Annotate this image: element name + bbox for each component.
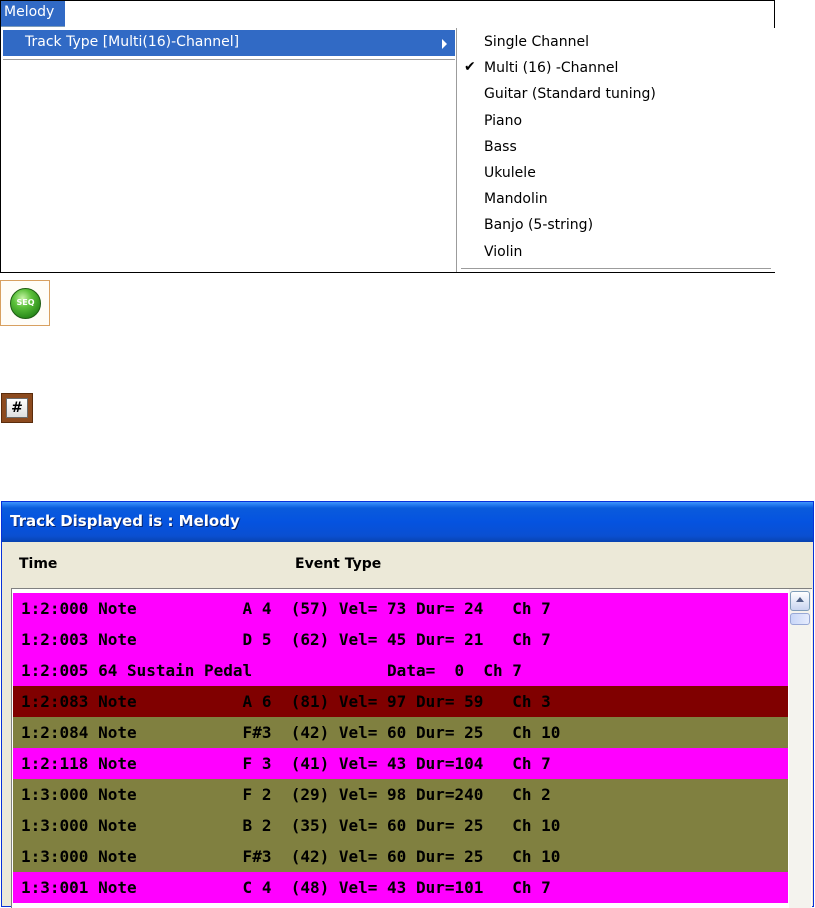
- submenu-item-label: Multi (16) -Channel: [484, 60, 619, 77]
- submenu-item[interactable]: [457, 31, 775, 57]
- menubar-label: Melody: [4, 4, 55, 20]
- event-row[interactable]: [13, 624, 788, 655]
- event-row-text: 1:3:000 Note F#3 (42) Vel= 60 Dur= 25 Ch 10: [21, 847, 561, 866]
- submenu-item-label: Piano: [484, 112, 523, 129]
- event-row-text: 1:3:000 Note F 2 (29) Vel= 98 Dur=240 Ch 2: [21, 785, 551, 804]
- submenu-item[interactable]: [457, 57, 775, 83]
- submenu-item-label: Bass: [484, 138, 517, 155]
- vertical-scrollbar[interactable]: [789, 589, 811, 908]
- event-row-text: 1:2:003 Note D 5 (62) Vel= 45 Dur= 21 Ch 7: [21, 630, 551, 649]
- window-titlebar[interactable]: [2, 502, 813, 542]
- checkmark-icon: ✔: [464, 59, 476, 76]
- scroll-up-button[interactable]: [790, 591, 810, 611]
- event-row[interactable]: [13, 686, 788, 717]
- menu-screenshot: [0, 0, 775, 273]
- event-list[interactable]: [11, 588, 812, 908]
- event-row-text: 1:2:005 64 Sustain Pedal Data= 0 Ch 7: [21, 661, 522, 680]
- submenu-item-label: Banjo (5-string): [484, 217, 594, 234]
- submenu-item-label: Mandolin: [484, 191, 548, 208]
- event-row[interactable]: [13, 655, 788, 686]
- event-row[interactable]: [13, 717, 788, 748]
- event-row[interactable]: [13, 748, 788, 779]
- seq-button-icon[interactable]: [0, 280, 50, 326]
- seq-icon-text: SEQ: [16, 298, 35, 307]
- submenu-item[interactable]: [457, 188, 775, 214]
- seq-ball-icon: [10, 288, 41, 319]
- submenu-item-label: Single Channel: [484, 34, 589, 50]
- submenu-item[interactable]: [457, 83, 775, 109]
- event-row-text: 1:3:001 Note C 4 (48) Vel= 43 Dur=101 Ch 7: [21, 878, 551, 897]
- dropdown-divider: [3, 59, 455, 61]
- event-row-text: 1:2:083 Note A 6 (81) Vel= 97 Dur= 59 Ch 3: [21, 692, 551, 711]
- hash-icon-text: #: [11, 400, 23, 416]
- event-row-text: 1:2:118 Note F 3 (41) Vel= 43 Dur=104 Ch 7: [21, 754, 551, 773]
- submenu-bottom-divider: [461, 268, 771, 269]
- event-row[interactable]: [13, 872, 788, 903]
- event-row-text: 1:3:000 Note B 2 (35) Vel= 60 Dur= 25 Ch 10: [21, 816, 561, 835]
- hash-button-icon[interactable]: [1, 393, 33, 423]
- submenu-item[interactable]: [457, 110, 775, 136]
- hash-icon-face: [6, 398, 28, 418]
- submenu-item-label: Guitar (Standard tuning): [484, 86, 656, 103]
- column-header-time[interactable]: Time: [19, 556, 58, 572]
- submenu-item[interactable]: [457, 214, 775, 240]
- event-row[interactable]: [13, 841, 788, 872]
- scroll-thumb[interactable]: [790, 613, 810, 625]
- submenu-item-label: Violin: [484, 243, 523, 260]
- track-type-submenu: [456, 28, 775, 272]
- menu-item-track-type-label: Track Type [Multi(16)-Channel]: [25, 34, 240, 50]
- submenu-item[interactable]: [457, 162, 775, 188]
- submenu-arrow-icon: [442, 39, 447, 49]
- submenu-item[interactable]: [457, 136, 775, 162]
- column-header-event-type[interactable]: Event Type: [295, 556, 382, 572]
- menu-item-track-type[interactable]: [3, 30, 455, 56]
- chevron-up-icon: [796, 597, 804, 602]
- event-row-text: 1:2:084 Note F#3 (42) Vel= 60 Dur= 25 Ch 10: [21, 723, 561, 742]
- menubar-melody[interactable]: [1, 1, 65, 27]
- submenu-item-label: Ukulele: [484, 165, 536, 181]
- submenu-item[interactable]: [457, 241, 775, 267]
- event-list-window: [1, 501, 814, 907]
- melody-dropdown: [1, 27, 457, 63]
- event-row[interactable]: [13, 810, 788, 841]
- event-row[interactable]: [13, 593, 788, 624]
- event-row-text: 1:2:000 Note A 4 (57) Vel= 73 Dur= 24 Ch 7: [21, 599, 551, 618]
- window-title: Track Displayed is : Melody: [10, 512, 240, 530]
- event-row[interactable]: [13, 779, 788, 810]
